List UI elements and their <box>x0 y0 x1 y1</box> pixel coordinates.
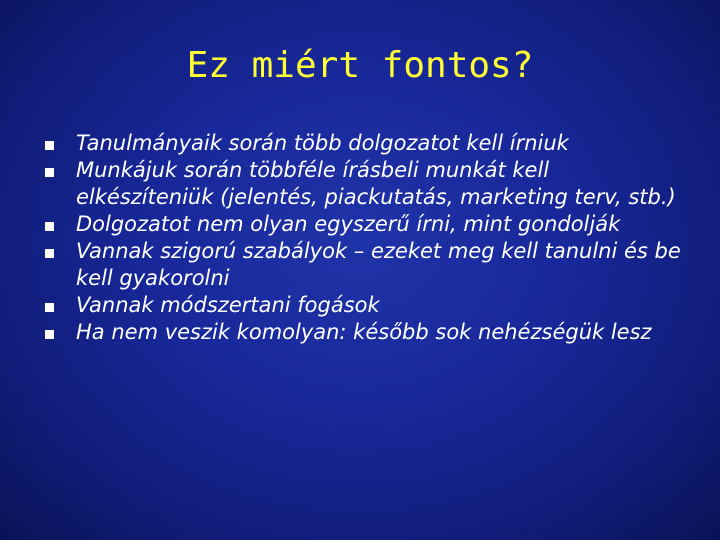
bullet-text: Munkájuk során többféle írásbeli munkát kell elkészíteniük (jelentés, piackutatás, marketing terv, stb.) <box>76 158 676 209</box>
bullet-item <box>40 238 690 292</box>
square-bullet-icon <box>45 141 54 150</box>
bullet-item <box>40 130 690 157</box>
bullet-text: Tanulmányaik során több dolgozatot kell írniuk <box>76 131 569 155</box>
bullet-text: Ha nem veszik komolyan: később sok nehézségük lesz <box>76 320 652 344</box>
bullet-text: Dolgozatot nem olyan egyszerű írni, mint gondolják <box>76 212 621 236</box>
square-bullet-icon <box>45 222 54 231</box>
square-bullet-icon <box>45 249 54 258</box>
square-bullet-icon <box>45 330 54 339</box>
square-bullet-icon <box>45 168 54 177</box>
square-bullet-icon <box>45 303 54 312</box>
bullet-list <box>40 130 690 346</box>
bullet-text: Vannak módszertani fogások <box>76 293 380 317</box>
bullet-item <box>40 292 690 319</box>
bullet-text: Vannak szigorú szabályok – ezeket meg kell tanulni és be kell gyakorolni <box>76 239 681 290</box>
bullet-item <box>40 319 690 346</box>
bullet-item <box>40 157 690 211</box>
slide-title: Ez miért fontos? <box>186 45 534 86</box>
bullet-item <box>40 211 690 238</box>
